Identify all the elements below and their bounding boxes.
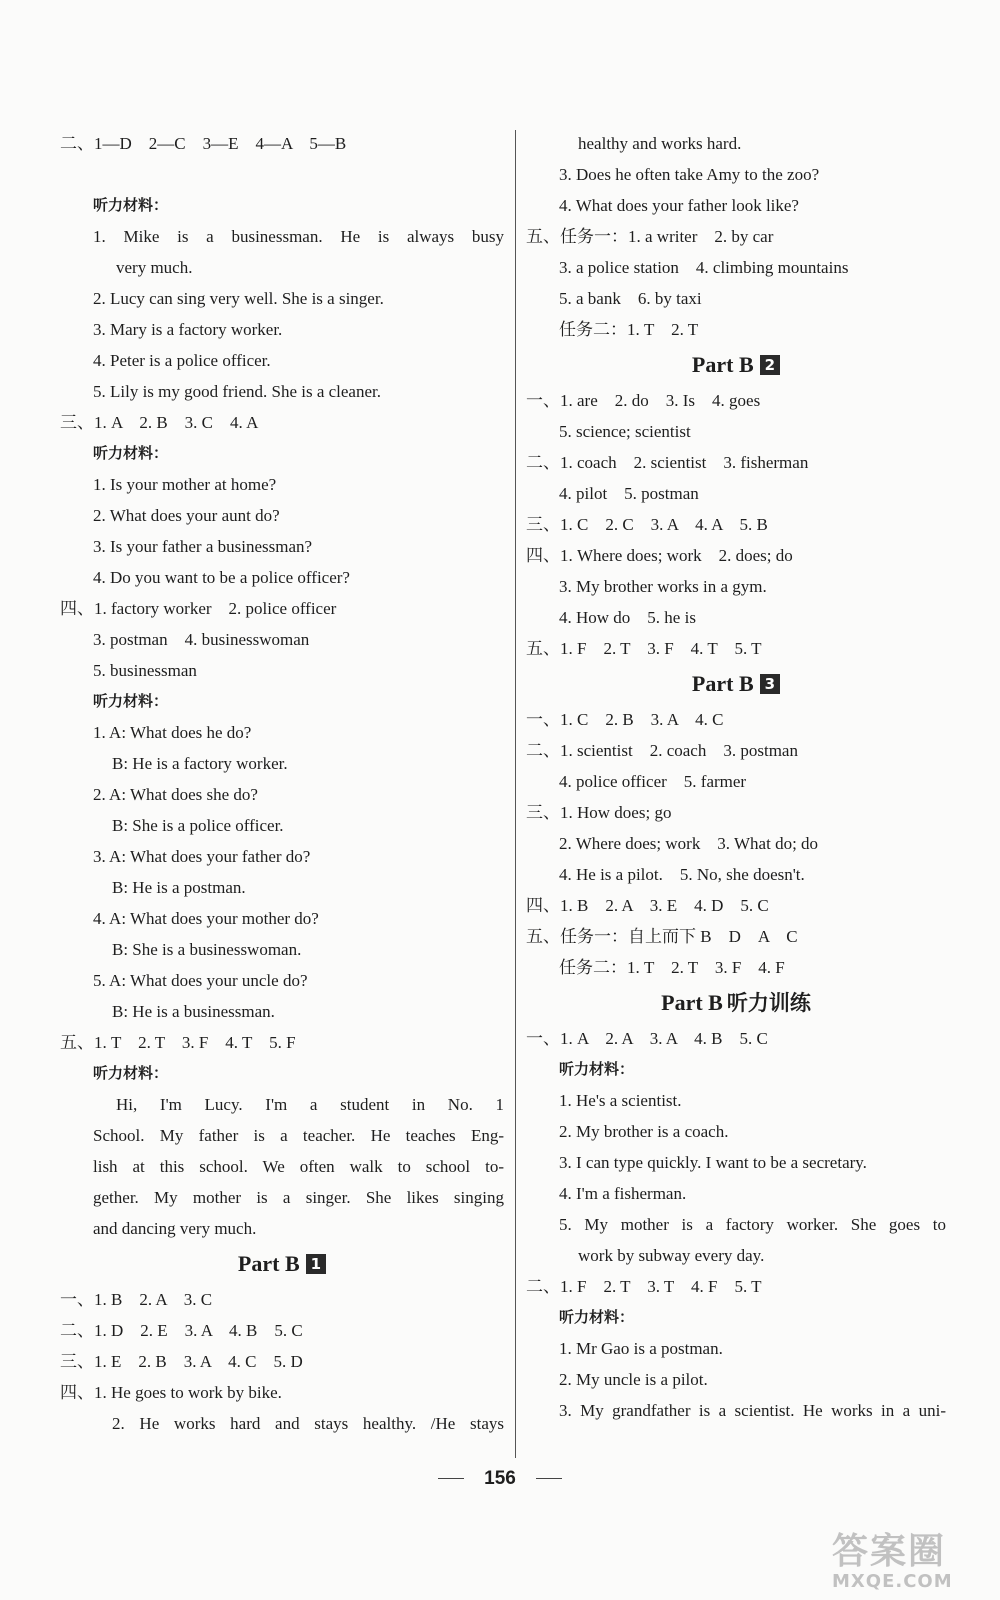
column-divider xyxy=(515,130,516,1458)
answer-line: 2. Where does; work 3. What do; do xyxy=(559,834,819,853)
answer-line: and dancing very much. xyxy=(93,1219,257,1238)
answer-line: 3. My grandfather is a scientist. He works in a uni- xyxy=(559,1401,946,1420)
answer-line: B: She is a police officer. xyxy=(112,816,284,835)
answer-line: 5. a bank 6. by taxi xyxy=(559,289,702,308)
listening-label: 听力材料： xyxy=(559,1060,635,1078)
page-number: 156 xyxy=(484,1468,516,1489)
answer-line: 4. Do you want to be a police officer? xyxy=(93,568,350,587)
answer-line: 3. a police station 4. climbing mountains xyxy=(559,258,849,277)
answer-line: 2. A: What does she do? xyxy=(93,785,258,804)
section-heading xyxy=(526,983,946,1023)
answer-line: gether. My mother is a singer. She likes singing xyxy=(93,1188,504,1207)
answer-line: 三、1. E 2. B 3. A 4. C 5. D xyxy=(60,1352,303,1371)
answer-line: 五、任务一：1. a writer 2. by car xyxy=(526,227,774,246)
answer-line: 4. Peter is a police officer. xyxy=(93,351,271,370)
answer-line: 五、1. T 2. T 3. F 4. T 5. F xyxy=(60,1033,296,1052)
answer-line: 3. A: What does your father do? xyxy=(93,847,311,866)
answer-line: 4. I'm a fisherman. xyxy=(559,1184,687,1203)
answer-line: 2. Lucy can sing very well. She is a singer. xyxy=(93,289,384,308)
answer-line: 4. A: What does your mother do? xyxy=(93,909,319,928)
section-heading xyxy=(60,1244,504,1284)
answer-line: 4. pilot 5. postman xyxy=(559,484,699,503)
listening-label: 听力材料： xyxy=(93,196,169,214)
listening-label: 听力材料： xyxy=(93,692,169,710)
answer-line: 2. My uncle is a pilot. xyxy=(559,1370,708,1389)
listening-label: 听力材料： xyxy=(93,1064,169,1082)
section-heading xyxy=(526,345,946,385)
section-heading-title: Part B xyxy=(237,1251,300,1276)
answer-line: Hi, I'm Lucy. I'm a student in No. 1 xyxy=(116,1095,504,1114)
section-heading-title: Part B xyxy=(691,352,754,377)
section-number-badge: 3 xyxy=(760,674,780,694)
answer-line: 二、1. scientist 2. coach 3. postman xyxy=(526,741,798,760)
answer-line: 5. businessman xyxy=(93,661,197,680)
answer-line: 一、1. C 2. B 3. A 4. C xyxy=(526,710,724,729)
answer-line: 4. How do 5. he is xyxy=(559,608,696,627)
page-footer xyxy=(0,1464,1000,1494)
answer-line: 5. A: What does your uncle do? xyxy=(93,971,308,990)
answer-line: 3. Mary is a factory worker. xyxy=(93,320,283,339)
answer-line: 四、1. factory worker 2. police officer xyxy=(60,599,337,618)
answer-line: 一、1. are 2. do 3. Is 4. goes xyxy=(526,391,761,410)
section-number-badge: 1 xyxy=(306,1254,326,1274)
answer-line: 5. science; scientist xyxy=(559,422,691,441)
answer-line: B: He is a businessman. xyxy=(112,1002,275,1021)
answer-line: 1. A: What does he do? xyxy=(93,723,252,742)
answer-line: 四、1. He goes to work by bike. xyxy=(60,1383,282,1402)
watermark-line2: MXQE.COM xyxy=(832,1571,953,1592)
footer-dash-left xyxy=(438,1478,464,1479)
section-heading-title: Part B xyxy=(691,671,754,696)
left-column xyxy=(60,128,504,1439)
section-heading-title: Part B xyxy=(661,990,723,1015)
answer-line: 五、1. F 2. T 3. F 4. T 5. T xyxy=(526,639,762,658)
answer-line: 四、1. B 2. A 3. E 4. D 5. C xyxy=(526,896,769,915)
answer-line: 1. He's a scientist. xyxy=(559,1091,682,1110)
answer-line: 一、1. A 2. A 3. A 4. B 5. C xyxy=(526,1029,768,1048)
listening-label: 听力材料： xyxy=(93,444,169,462)
listening-label: 听力材料： xyxy=(559,1308,635,1326)
answer-line: lish at this school. We often walk to school to- xyxy=(93,1157,504,1176)
answer-line xyxy=(60,159,504,190)
answer-line: 3. Does he often take Amy to the zoo? xyxy=(559,165,820,184)
answer-line: 2. What does your aunt do? xyxy=(93,506,280,525)
answer-line: 1. Is your mother at home? xyxy=(93,475,277,494)
answer-line: B: She is a businesswoman. xyxy=(112,940,302,959)
answer-line: 1. Mike is a businessman. He is always busy xyxy=(93,227,504,246)
answer-line: 3. I can type quickly. I want to be a secretary. xyxy=(559,1153,867,1172)
answer-line: 三、1. A 2. B 3. C 4. A xyxy=(60,413,259,432)
section-heading xyxy=(526,664,946,704)
answer-line: 一、1. B 2. A 3. C xyxy=(60,1290,213,1309)
section-number-badge: 2 xyxy=(760,355,780,375)
section-heading-subtitle: 听力训练 xyxy=(726,991,811,1015)
answer-line: healthy and works hard. xyxy=(578,134,742,153)
answer-line: 三、1. C 2. C 3. A 4. A 5. B xyxy=(526,515,768,534)
answer-line: 任务二：1. T 2. T xyxy=(559,320,699,339)
answer-line: 3. postman 4. businesswoman xyxy=(93,630,310,649)
footer-dash-right xyxy=(536,1478,562,1479)
answer-line: very much. xyxy=(116,258,193,277)
answer-line: 5. My mother is a factory worker. She goes to xyxy=(559,1215,946,1234)
answer-line: 5. Lily is my good friend. She is a cleaner. xyxy=(93,382,381,401)
answer-line: 任务二：1. T 2. T 3. F 4. F xyxy=(559,958,785,977)
answer-line: 五、任务一：自上而下 B D A C xyxy=(526,927,798,946)
answer-line: 2. My brother is a coach. xyxy=(559,1122,729,1141)
answer-line: B: He is a postman. xyxy=(112,878,246,897)
answer-line: B: He is a factory worker. xyxy=(112,754,288,773)
answer-line: 三、1. How does; go xyxy=(526,803,672,822)
right-column xyxy=(526,128,946,1426)
answer-line: 二、1. F 2. T 3. T 4. F 5. T xyxy=(526,1277,762,1296)
watermark-logo xyxy=(832,1532,992,1594)
answer-line: 3. My brother works in a gym. xyxy=(559,577,767,596)
answer-line: 二、1. coach 2. scientist 3. fisherman xyxy=(526,453,809,472)
answer-line: 1. Mr Gao is a postman. xyxy=(559,1339,723,1358)
answer-line: work by subway every day. xyxy=(578,1246,765,1265)
answer-line: 4. police officer 5. farmer xyxy=(559,772,747,791)
answer-line: 4. What does your father look like? xyxy=(559,196,799,215)
watermark-line1: 答案圈 xyxy=(832,1531,947,1572)
answer-line: 四、1. Where does; work 2. does; do xyxy=(526,546,793,565)
answer-line: 4. He is a pilot. 5. No, she doesn't. xyxy=(559,865,805,884)
answer-line: 2. He works hard and stays healthy. /He stays xyxy=(112,1414,504,1433)
answer-line: 二、1. D 2. E 3. A 4. B 5. C xyxy=(60,1321,303,1340)
answer-line: School. My father is a teacher. He teaches Eng- xyxy=(93,1126,504,1145)
answer-line: 3. Is your father a businessman? xyxy=(93,537,313,556)
answer-line: 二、1—D 2—C 3—E 4—A 5—B xyxy=(60,134,347,153)
